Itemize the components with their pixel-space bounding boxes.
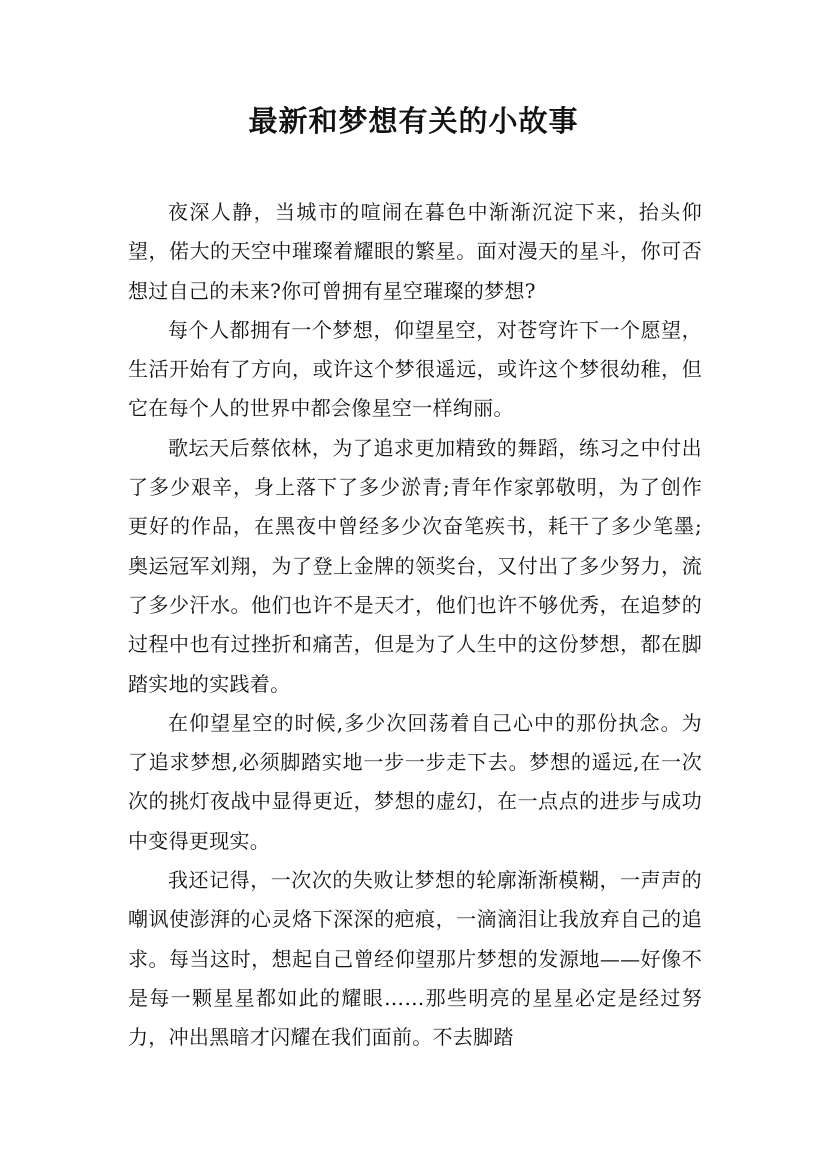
document-title: 最新和梦想有关的小故事 <box>248 104 579 138</box>
paragraph-2: 每个人都拥有一个梦想，仰望星空，对苍穹许下一个愿望，生活开始有了方向，或许这个梦很遥远，或许这个梦很幼稚，但它在每个人的世界中都会像星空一样绚丽。 <box>128 317 702 421</box>
document-body <box>128 193 702 1058</box>
paragraph-3: 歌坛天后蔡依林，为了追求更加精致的舞蹈，练习之中付出了多少艰辛，身上落下了多少淤青;青年作家郭敬明，为了创作更好的作品，在黑夜中曾经多少次奋笔疾书，耗干了多少笔墨;奥运冠军刘翔，为了登上金牌的领奖台，又付出了多少努力，流了多少汗水。他们也许不是天才，他们也许不够优秀，在追梦的过程中也有过挫折和痛苦，但是为了人生中的这份梦想，都在脚踏实地的实践着。 <box>128 435 702 696</box>
paragraph-1: 夜深人静，当城市的喧闹在暮色中渐渐沉淀下来，抬头仰望，偌大的天空中璀璨着耀眼的繁星。面对漫天的星斗，你可否想过自己的未来?你可曾拥有星空璀璨的梦想? <box>128 200 702 303</box>
paragraph-5: 我还记得，一次次的失败让梦想的轮廓渐渐模糊，一声声的嘲讽使澎湃的心灵烙下深深的疤痕，一滴滴泪让我放弃自己的追求。每当这时，想起自己曾经仰望那片梦想的发源地——好像不是每一颗星星都如此的耀眼……那些明亮的星星必定是经过努力，冲出黑暗才闪耀在我们面前。不去脚踏 <box>128 868 702 1050</box>
paragraph-4: 在仰望星空的时候,多少次回荡着自己心中的那份执念。为了追求梦想,必须脚踏实地一步一步走下去。梦想的遥远,在一次次的挑灯夜战中显得更近，梦想的虚幻，在一点点的进步与成功中变得更现实。 <box>128 710 702 853</box>
